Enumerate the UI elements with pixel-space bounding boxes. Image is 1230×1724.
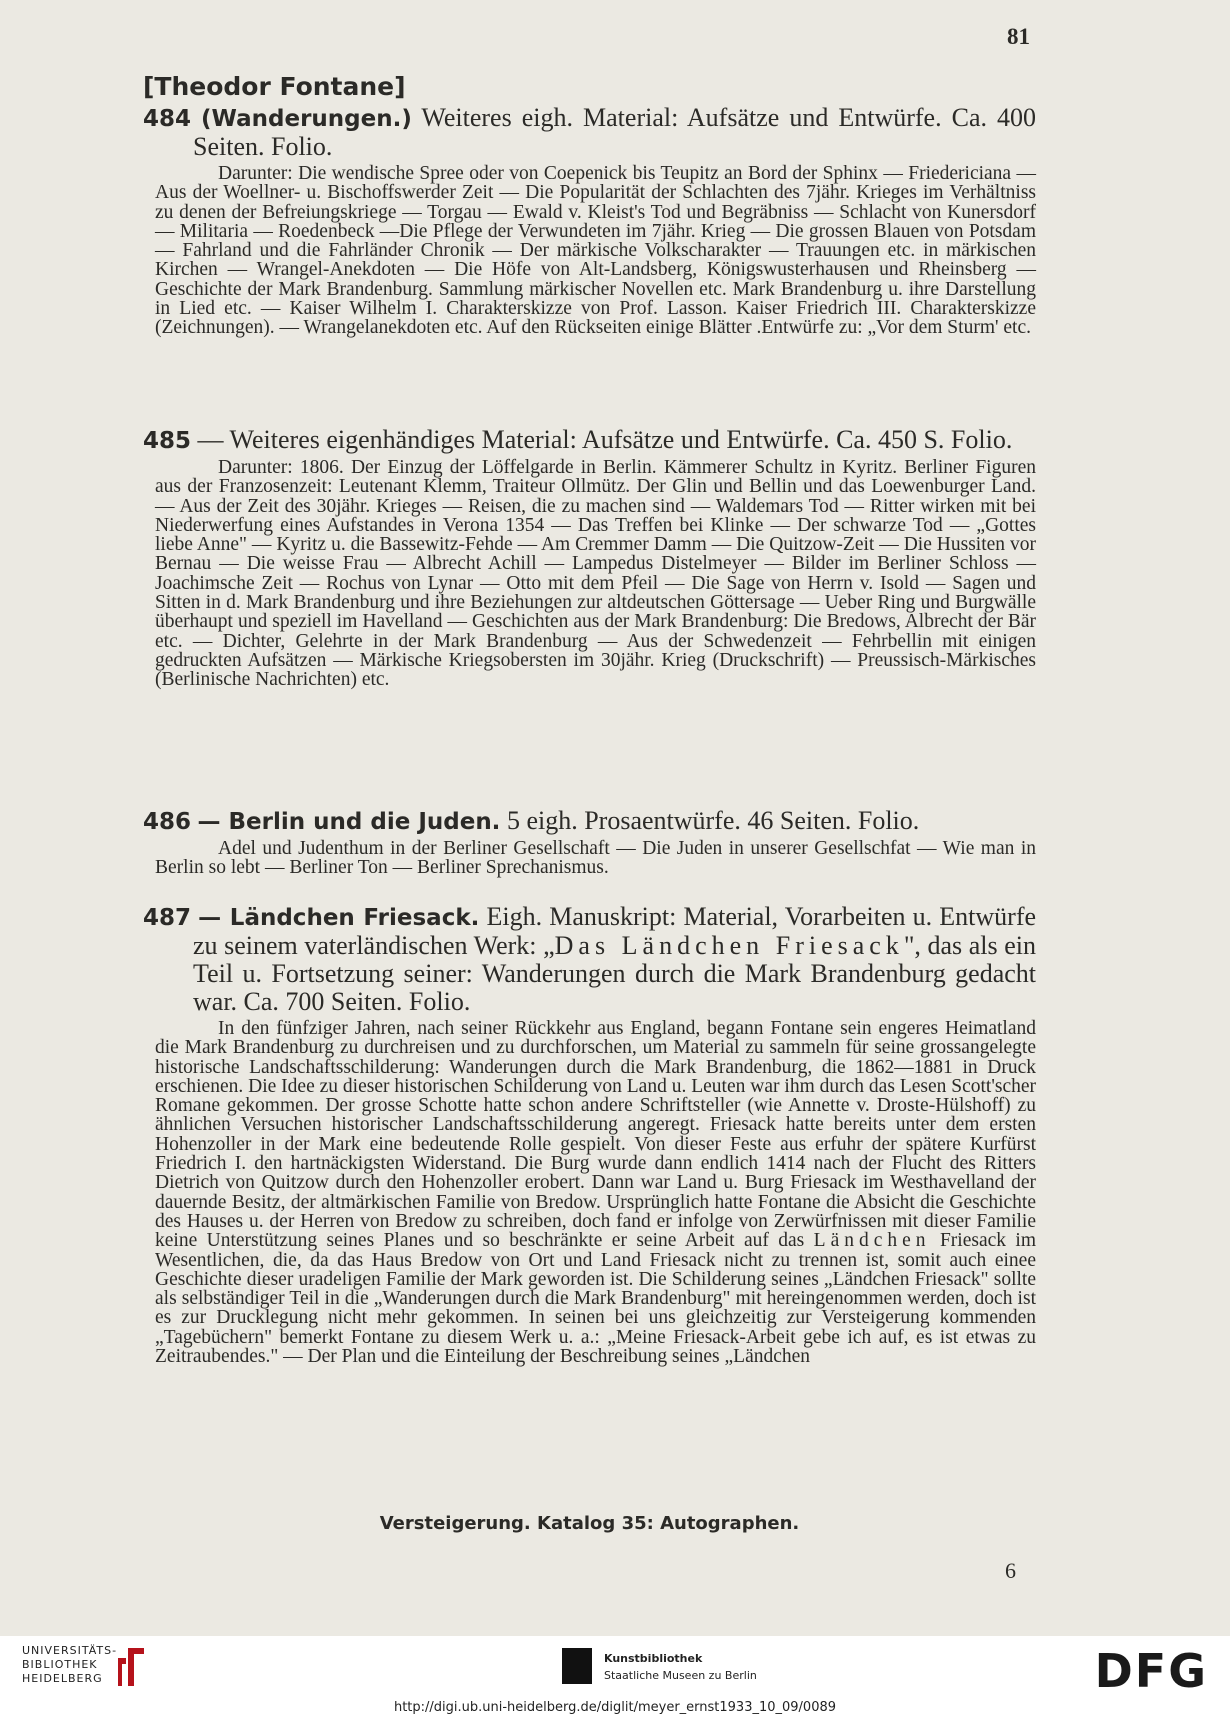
university-name [22, 1644, 117, 1686]
entry-title: — Ländchen Friesack. [198, 905, 480, 931]
lot-number: 484 [143, 106, 192, 132]
catalog-entry-485 [143, 426, 1036, 690]
catalog-entry-486 [143, 807, 1036, 878]
university-line-2: BIBLIOTHEK [22, 1658, 98, 1671]
lot-number: 486 [143, 809, 192, 835]
entry-title: — Berlin und die Juden. [197, 809, 501, 835]
running-header: [Theodor Fontane] [143, 72, 406, 101]
details-part-1: In den fünfziger Jahren, nach seiner Rückkehr aus England, begann Fontane sein engeres Heimatland die Mark Brandenburg zu durchreisen und zu durchforschen, um Material zu sammeln für seine grossangelegte historische Landschaftsschilderung: Wanderungen durch die Mark Brandenburg, die 1862—1881 in Druck erschienen. Die Idee zu dieser historischen Schilderung von Land u. Leuten war ihm durch das Lesen Scott'scher Romane gekommen. Der grosse Schotte hatte schon andere Schriftsteller (wie Annette v. Droste-Hülshoff) zu ähnlichen Versuchen historischer Landschaftsschilderung angeregt. Friesack hatte bereits unter dem ersten Hohenzoller in der Mark eine bedeutende Rolle gespielt. Von dieser Feste aus erfuhr der spätere Kurfürst Friedrich I. den hartnäckigsten Widerstand. Die Burg wurde dann endlich 1414 nach der Flucht des Ritters Dietrich von Quitzow durch den Hohenzoller erobert. Dann war Land u. Burg Friesack im Westhavelland der dauernde Besitz, der altmärkischen Familie von Bredow. Ursprünglich hatte Fontane die Absicht die Geschichte des Hauses u. der Herren von Bredow zu schreiben, doch fand er infolge von Zerwürfnissen mit dieser Familie keine Unterstützung seines Planes und so beschränkte er seine Arbeit auf das [155, 1018, 1036, 1252]
entry-description: 5 eigh. Prosaentwürfe. 46 Seiten. Folio. [506, 806, 920, 835]
university-line-3: HEIDELBERG [22, 1672, 103, 1685]
lot-number: 487 [143, 905, 192, 931]
permalink-url[interactable]: http://digi.ub.uni-heidelberg.de/diglit/meyer_ernst1933_10_09/0089 [393, 1700, 837, 1715]
entry-description: — Weiteres eigenhändiges Material: Aufsätze und Entwürfe. Ca. 450 S. Folio. [197, 425, 1013, 454]
entry-lead [143, 903, 1036, 1016]
entry-details [155, 1019, 1036, 1366]
work-title: Das Ländchen Friesack [554, 931, 904, 960]
signature-mark: 6 [1005, 1558, 1016, 1583]
page-number: 81 [1007, 24, 1030, 49]
details-part-2: Friesack im Wesentlichen, die, da das Haus Bredow von Ort und Land Friesack nicht zu trennen ist, somit auch einee Geschichte dieser uradeligen Familie der Mark geworden ist. Die Schilderung seines „Ländchen Friesack" sollte als selbständiger Teil in die „Wanderungen durch die Mark Brandenburg" mit hereingenommen werden, doch ist es zur Drucklegung nicht mehr gekommen. In seinen bei uns gleichzeitig zur Versteigerung kommenden „Tagebüchern" bemerkt Fontane zu diesem Werk u. a.: „Meine Friesack-Arbeit gebe ich auf, es ist etwas zu Zeitraubendes." — Der Plan und die Einteilung der Beschreibung seines „Ländchen [155, 1230, 1036, 1368]
entry-description-cont: ", das als ein Teil u. Fortsetzung seiner: Wanderungen durch die Mark Brandenburg gedacht war. Ca. 700 Seiten. Folio. [193, 931, 1036, 1016]
entry-details: Darunter: 1806. Der Einzug der Löffelgarde in Berlin. Kämmerer Schultz in Kyritz. Berliner Figuren aus der Franzosenzeit: Leutenant Klemm, Traiteur Ollmütz. Der Glin und Bellin und das Loewenburger Land. — Aus der Zeit des 30jähr. Krieges — Reisen, die zu machen sind — Waldemars Tod — Ritter wirken mit bei Niederwerfung eines Aufstandes in Verona 1354 — Das Treffen bei Klinke — Der schwarze Tod — „Gottes liebe Anne" — Kyritz u. die Bassewitz-Fehde — Am Cremmer Damm — Die Quitzow-Zeit — Die Hussiten vor Bernau — Die weisse Frau — Albrecht Achill — Lampedus Distelmeyer — Bilder im Berliner Schloss — Joachimsche Zeit — Rochus von Lynar — Otto mit dem Pfeil — Die Sage von Herrn v. Isold — Sagen und Sitten in d. Mark Brandenburg und ihre Beziehungen zur altdeutschen Göttersage — Ueber Ring und Burgwälle überhaupt und speziell im Havelland — Geschichten aus der Mark Brandenburg: Die Bredows, Albrecht der Bär etc. — Dichter, Gelehrte in der Mark Brandenburg — Aus der Schwedenzeit — Fehrbellin mit einigen gedruckten Aufsätzen — Märkische Kriegsobersten im 30jähr. Krieg (Druckschrift) — Preussisch-Märkisches (Berlinische Nachrichten) etc. [155, 457, 1036, 691]
kunstbibliothek-text [604, 1650, 757, 1684]
entry-lead [143, 104, 1036, 161]
university-line-1: UNIVERSITÄTS- [22, 1644, 118, 1657]
entry-details: Adel und Judenthum in der Berliner Gesellschaft — Die Juden in unserer Gesellschfat — Wie man in Berlin so lebt — Berliner Ton — Berliner Sprechanismus. [155, 838, 1036, 879]
kb-title: Kunstbibliothek [604, 1652, 703, 1665]
entry-details: Darunter: Die wendische Spree oder von Coepenick bis Teupitz an Bord der Sphinx — Friedericiana — Aus der Woellner- u. Bischoffswerder Zeit — Die Popularität der Schlachten des 7jähr. Krieges im Verhältniss zu denen der Befreiungskriege — Torgau — Ewald v. Kleist's Tod und Begräbniss — Schlacht von Kunersdorf — Militaria — Roedenbeck —Die Pflege der Verwundeten im 7jähr. Krieg — Die grossen Blauen von Potsdam — Fahrland und die Fahrländer Chronik — Der märkische Volkscharakter — Trauungen etc. in märkischen Kirchen — Wrangel-Anekdoten — Die Höfe von Alt-Landsberg, Königswusterhausen und Rheinsberg — Geschichte der Mark Brandenburg. Sammlung märkischer Novellen etc. Mark Brandenburg u. ihre Darstellung in Lied etc. — Kaiser Wilhelm I. Charakterskizze von Prof. Lasson. Kaiser Friedrich III. Charakterskizze (Zeichnungen). — Wrangelanekdoten etc. Auf den Rückseiten einige Blätter .Entwürfe zu: „Vor dem Sturm' etc. [155, 163, 1036, 339]
catalog-footer: Versteigerung. Katalog 35: Autographen. [379, 1513, 800, 1534]
catalog-entry-487 [143, 903, 1036, 1366]
dfg-logo[interactable]: DFG [1094, 1644, 1208, 1698]
entry-lead [143, 807, 1036, 836]
heidelberg-logo-icon[interactable] [114, 1644, 148, 1690]
catalog-entry-484 [143, 104, 1036, 338]
details-spaced-word: Ländchen [813, 1230, 931, 1252]
library-banner [0, 1636, 1230, 1698]
lot-number: 485 [143, 428, 192, 454]
entry-lead [143, 426, 1036, 455]
kb-subtitle: Staatliche Museen zu Berlin [604, 1669, 757, 1682]
entry-title: (Wanderungen.) [201, 106, 412, 132]
entry-description: Weiteres eigh. Material: Aufsätze und Entwürfe. Ca. 400 Seiten. Folio. [193, 103, 1037, 161]
entry-description: Eigh. Manuskript: Material, Vorarbeiten u. Entwürfe zu seinem vaterländischen Werk: „ [193, 902, 1037, 960]
kunstbibliothek-logo-icon[interactable] [562, 1648, 592, 1684]
